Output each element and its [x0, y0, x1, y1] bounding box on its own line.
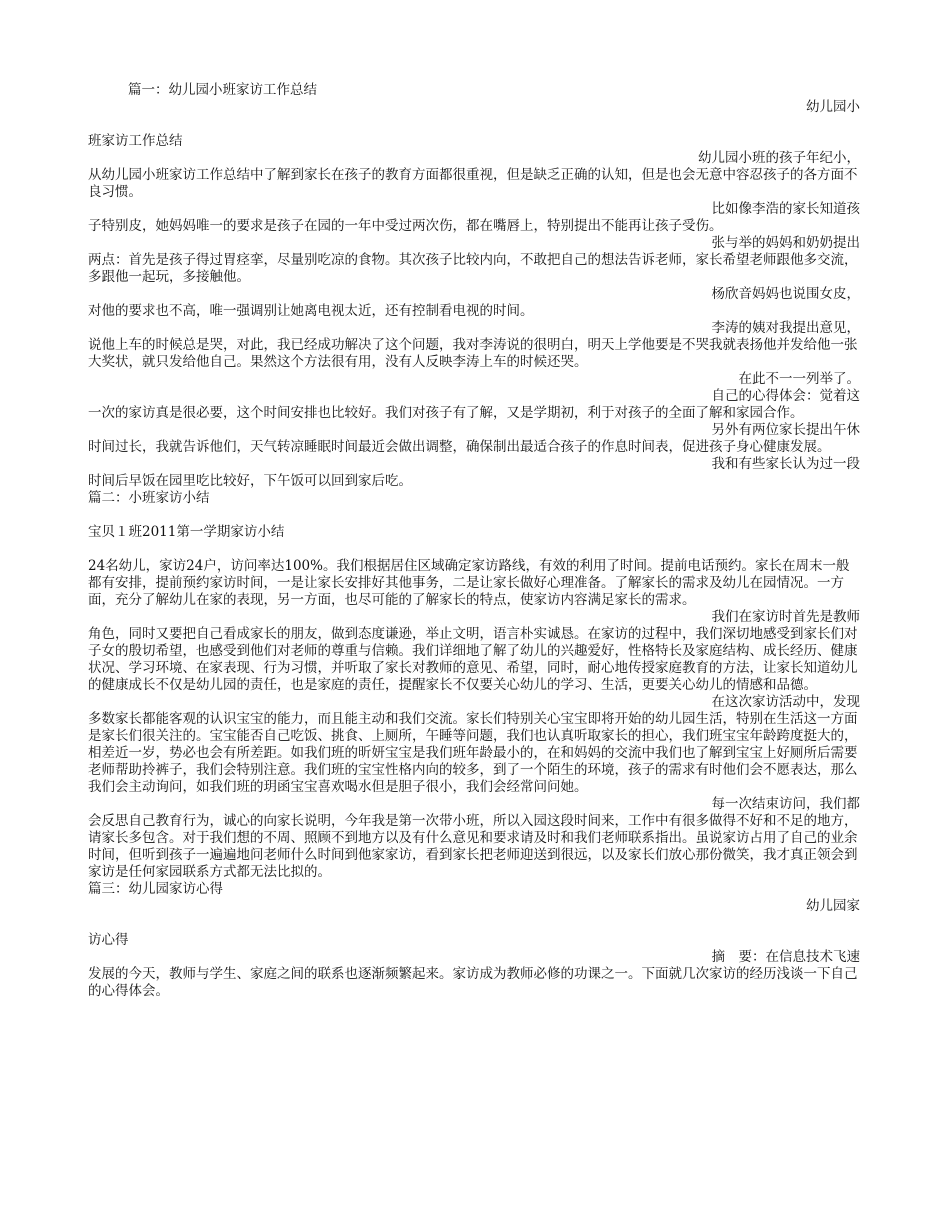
paragraph-lead: 摘 要：在信息技术飞速	[711, 949, 860, 965]
paragraph-lead: 自己的心得体会：觉着这	[711, 388, 860, 404]
paragraph-lead: 我和有些家长认为过一段	[711, 456, 860, 472]
paragraph-lead: 每一次结束访问，我们都	[711, 796, 860, 812]
paragraph-lead: 在这次家访活动中，发现	[711, 694, 860, 710]
paragraph: 两点：首先是孩子得过胃痉挛，尽量别吃凉的食物。其次孩子比较内向，不敢把自己的想法告诉老师，家长希望老师跟他多交流，多跟他一起玩，多接触他。	[88, 252, 858, 285]
paragraph-lead: 幼儿园家	[806, 898, 860, 914]
paragraph: 时间后早饭在园里吃比较好，下午饭可以回到家后吃。	[88, 473, 412, 489]
blank-line	[88, 507, 860, 524]
blank-line	[88, 915, 860, 932]
paragraph-lead: 张与举的妈妈和奶奶提出	[711, 235, 860, 251]
paragraph: 访心得	[88, 932, 129, 948]
paragraph: 会反思自己教育行为，诚心的向家长说明，今年我是第一次带小班，所以入园这段时间来，工作中有很多做得不好和不足的地方，请家长多包含。对于我们想的不周、照顾不到地方以及有什么意见和要求请及时和我们老师联系指出。虽说家访占用了自己的业余时间，但听到孩子一遍遍地问老师什么时间到他家家访，看到家长把老师迎送到很远，以及家长们放心那份微笑，我才真正领会到家访是任何家园联系方式都无法比拟的。	[88, 813, 858, 880]
paragraph-lead: 另外有两位家长提出午休	[711, 422, 860, 438]
paragraph-lead: 在此不一一列举了。	[738, 371, 860, 387]
paragraph-lead: 幼儿园小班的孩子年纪小，	[698, 150, 860, 166]
paragraph: 篇二：小班家访小结	[88, 490, 210, 506]
paragraph: 多数家长都能客观的认识宝宝的能力，而且能主动和我们交流。家长们特别关心宝宝即将开始的幼儿园生活，特别在生活这一方面是家长们很关注的。宝宝能否自己吃饭、挑食、上厕所，午睡等问题，我们也认真听取家长的担心，我们班宝宝年龄跨度挺大的，相差近一岁，势必也会有所差距。如我们班的昕妍宝宝是我们班年龄最小的，在和妈妈的交流中我们也了解到宝宝上好厕所后需要老师帮助拎裤子，我们会特别注意。我们班的宝宝性格内向的较多，到了一个陌生的环境，孩子的需求有时他们会不愿表达，那么我们会主动询问，如我们班的玥函宝宝喜欢喝水但是胆子很小，我们会经常问问她。	[88, 711, 858, 795]
paragraph: 班家访工作总结	[88, 133, 183, 149]
section-heading: 篇一：幼儿园小班家访工作总结	[128, 82, 317, 98]
paragraph: 从幼儿园小班家访工作总结中了解到家长在孩子的教育方面都很重视，但是缺乏正确的认知，但是也会无意中容忍孩子的各方面不良习惯。	[88, 167, 858, 200]
paragraph: 24名幼儿，家访24户，访问率达100%。我们根据居住区域确定家访路线，有效的利用了时间。提前电话预约。家长在周末一般都有安排，提前预约家访时间，一是让家长安排好其他事务，二是让家长做好心理准备。了解家长的需求及幼儿在园情况。一方面，充分了解幼儿在家的表现，另一方面，也尽可能的了解家长的特点，使家访内容满足家长的需求。	[88, 558, 850, 608]
paragraph-lead: 我们在家访时首先是教师	[711, 609, 860, 625]
paragraph: 对他的要求也不高，唯一强调别让她离电视太近，还有控制看电视的时间。	[88, 303, 534, 319]
paragraph-lead: 比如像李浩的家长知道孩	[711, 201, 860, 217]
paragraph: 宝贝１班2011第一学期家访小结	[88, 524, 285, 540]
paragraph: 子特别皮，她妈妈唯一的要求是孩子在园的一年中受过两次伤，都在嘴唇上，特别提出不能再让孩子受伤。	[88, 218, 723, 234]
paragraph: 角色，同时又要把自己看成家长的朋友，做到态度谦逊，举止文明，语言朴实诚恳。在家访的过程中，我们深切地感受到家长们对子女的殷切希望，也感受到他们对老师的尊重与信赖。我们详细地了解了幼儿的兴趣爱好，性格特长及家庭结构、成长经历、健康状况、学习环境、在家表现、行为习惯，并听取了家长对教师的意见、希望，同时，耐心地传授家庭教育的方法，让家长知道幼儿的健康成长不仅是幼儿园的责任，也是家庭的责任，提醒家长不仅要关心幼儿的学习、生活，更要关心幼儿的情感和品德。	[88, 626, 858, 693]
paragraph: 发展的今天，教师与学生、家庭之间的联系也逐渐频繁起来。家访成为教师必修的功课之一。下面就几次家访的经历浅谈一下自己的心得体会。	[88, 966, 858, 999]
paragraph: 篇三：幼儿园家访心得	[88, 881, 223, 897]
blank-line	[88, 116, 860, 133]
paragraph-lead: 李涛的姨对我提出意见，	[711, 320, 860, 336]
document-body	[88, 82, 860, 1000]
paragraph-lead: 幼儿园小	[806, 99, 860, 115]
paragraph: 说他上车的时候总是哭，对此，我已经成功解决了这个问题，我对李涛说的很明白，明天上学他要是不哭我就表扬他并发给他一张大奖状，就只发给他自己。果然这个方法很有用，没有人反映李涛上车的时候还哭。	[88, 337, 858, 370]
paragraph: 时间过长，我就告诉他们，天气转凉睡眠时间最近会做出调整，确保制出最适合孩子的作息时间表，促进孩子身心健康发展。	[88, 439, 831, 455]
blank-line	[88, 541, 860, 558]
paragraph-lead: 杨欣音妈妈也说围女皮，	[711, 286, 860, 302]
paragraph: 一次的家访真是很必要，这个时间安排也比较好。我们对孩子有了解，又是学期初，利于对孩子的全面了解和家园合作。	[88, 405, 804, 421]
